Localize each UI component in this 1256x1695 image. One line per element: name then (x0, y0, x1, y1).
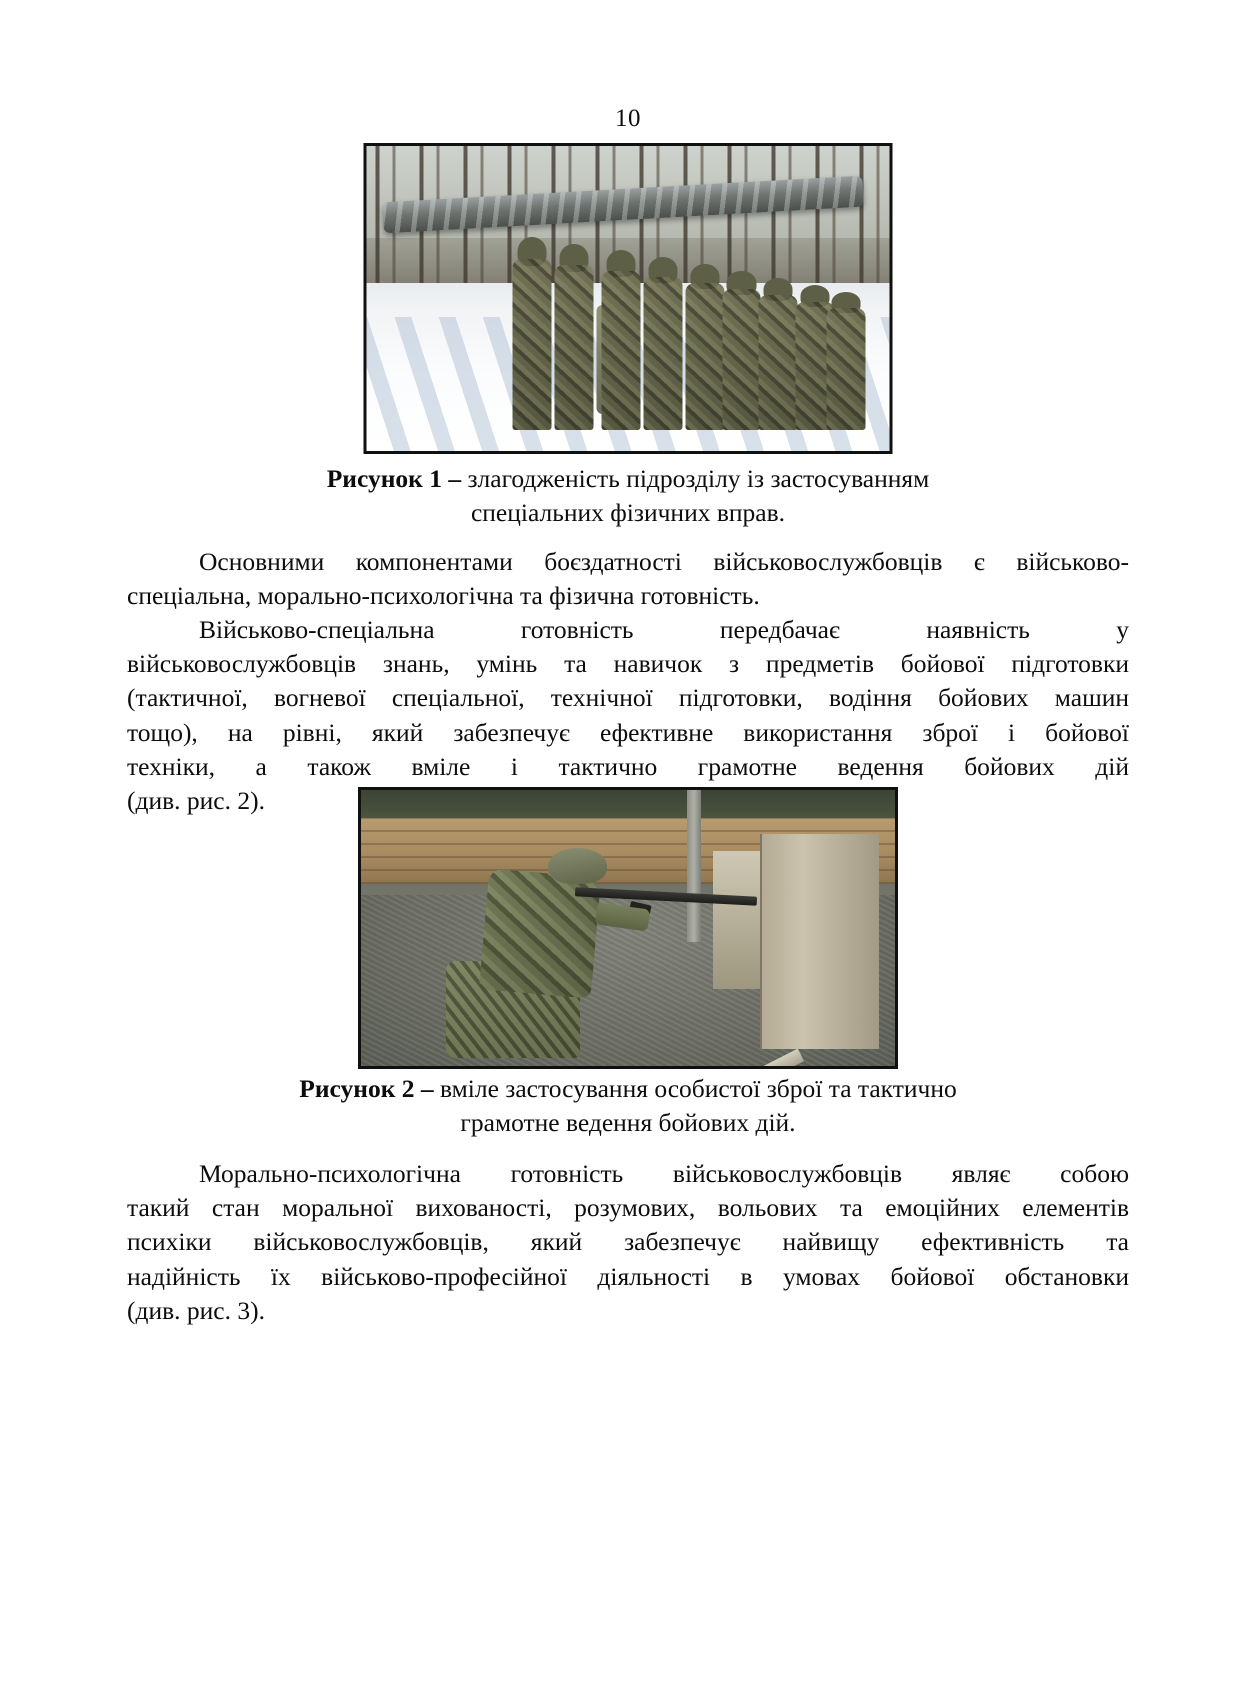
figure-1-caption-line-2: спеціальних фізичних вправ. (470, 498, 786, 527)
barrier-panel-near (760, 834, 879, 1049)
paragraph-2-line-2: військовослужбовців знань, умінь та навичок з предметів бойової підготовки (127, 649, 1129, 679)
soldier-figure (759, 295, 798, 429)
figure-1-caption (258, 462, 998, 530)
soldier-figure (644, 277, 683, 430)
paragraph-3-line-3: психіки військовослужбовців, який забезпечує найвищу ефективність та (127, 1227, 1129, 1257)
figure-2-caption-label: Рисунок 2 – (299, 1074, 434, 1103)
combat-helmet (548, 848, 607, 884)
paragraph-2-line-4: тощо), на рівні, який забезпечує ефективне використання зброї і бойової (127, 717, 1129, 747)
soldier-figure (722, 289, 761, 429)
paragraph-1 (127, 545, 1129, 613)
soldier-figure (827, 308, 866, 430)
paragraph-2-line-1: Військово-спеціальна готовність передбачає наявність у (199, 615, 1129, 644)
soldier-figure (555, 265, 594, 430)
paragraph-3-line-2: такий стан моральної вихованості, розумових, вольових та емоційних елементів (127, 1193, 1129, 1223)
paragraph-1-line-1: Основними компонентами боєздатності військовослужбовців є військово- (199, 547, 1129, 576)
figure-1-image (364, 143, 893, 454)
figure-2-caption-line-2: грамотне ведення бойових дій. (460, 1108, 796, 1137)
paragraph-3 (127, 1157, 1129, 1328)
figure-1-caption-line-1: злагодженість підрозділу із застосуванням (467, 464, 930, 493)
figure-2-scene (361, 790, 895, 1066)
barrier-panel-far (713, 851, 761, 989)
paragraph-2-line-6: (див. рис. 2). (127, 786, 265, 816)
figure-1-scene (367, 146, 890, 451)
paragraph-3-line-5: (див. рис. 3). (127, 1295, 265, 1325)
metal-post (687, 790, 701, 942)
paragraph-2-line-3: (тактичної, вогневої спеціальної, технічної підготовки, водіння бойових машин (127, 683, 1129, 713)
soldier-figure (686, 283, 725, 429)
paragraph-1-line-2: спеціальна, морально-психологічна та фізична готовність. (127, 581, 760, 611)
figure-2-image (358, 787, 898, 1069)
figure-2-caption (258, 1072, 998, 1140)
paragraph-2-line-5: техніки, а також вміле і тактично грамотне ведення бойових дій (127, 751, 1129, 781)
page-number: 10 (615, 105, 641, 132)
soldier-figure (602, 271, 641, 430)
figure-1-caption-label: Рисунок 1 – (326, 464, 462, 493)
figure-2-caption-line-1: вміле застосування особистої зброї та тактично (440, 1074, 957, 1103)
paragraph-3-line-4: надійність їх військово-професійної діяльності в умовах бойової обстановки (127, 1261, 1129, 1291)
paragraph-3-line-1: Морально-психологічна готовність військовослужбовців являє собою (199, 1159, 1129, 1188)
soldier-figure (513, 259, 552, 430)
